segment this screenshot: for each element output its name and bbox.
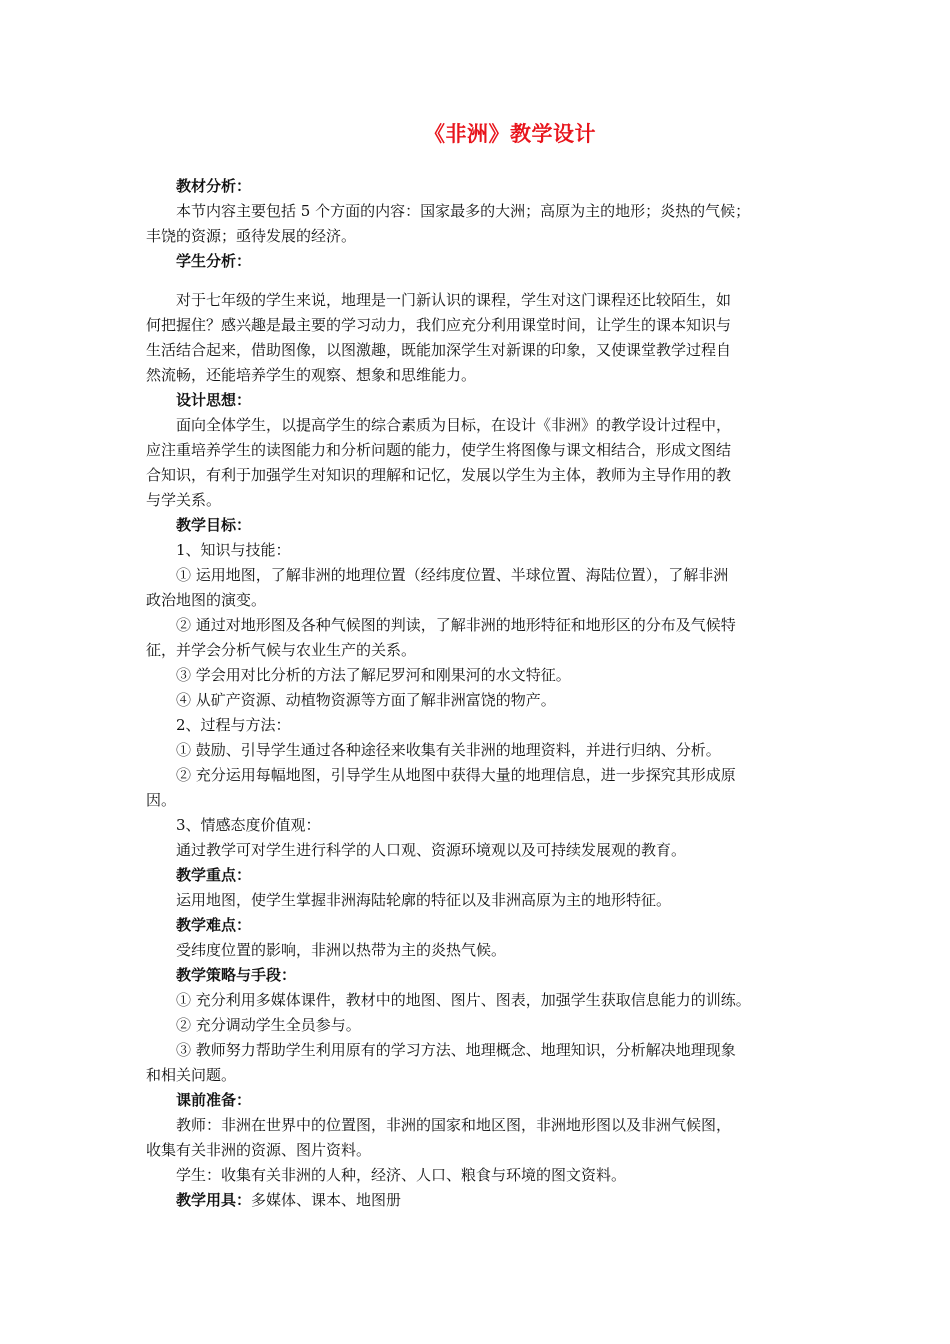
list-item: ② 通过对地形图及各种气候图的判读，了解非洲的地形特征和地形区的分布及气候特 (176, 616, 736, 634)
paragraph-line: 学生：收集有关非洲的人种，经济、人口、粮食与环境的图文资料。 (176, 1166, 627, 1184)
paragraph-line: 教师：非洲在世界中的位置图，非洲的国家和地区图，非洲地形图以及非洲气候图， (176, 1116, 732, 1134)
list-item: ① 鼓励、引导学生通过各种途径来收集有关非洲的地理资料，并进行归纳、分析。 (176, 741, 721, 759)
tools-line (146, 1188, 816, 1213)
list-item: ④ 从矿产资源、动植物资源等方面了解非洲富饶的物产。 (176, 691, 556, 709)
list-item-continuation: 政治地图的演变。 (146, 591, 267, 609)
section-heading-tools: 教学用具： (176, 1191, 252, 1209)
section-heading-key: 教学重点： (176, 866, 252, 884)
paragraph-line: 本节内容主要包括 5 个方面的内容：国家最多的大洲；高原为主的地形；炎热的气候； (176, 202, 751, 220)
list-item: ③ 教师努力帮助学生利用原有的学习方法、地理概念、地理知识，分析解决地理现象 (176, 1041, 736, 1059)
list-item-continuation: 和相关问题。 (146, 1066, 237, 1084)
paragraph-line: 收集有关非洲的资源、图片资料。 (146, 1141, 372, 1159)
list-item: ② 充分运用每幅地图，引导学生从地图中获得大量的地理信息，进一步探究其形成原 (176, 766, 736, 784)
section-heading-design: 设计思想： (176, 391, 252, 409)
paragraph-line: 生活结合起来，借助图像，以图激趣，既能加深学生对新课的印象，又使课堂教学过程自 (146, 341, 732, 359)
list-item: ① 运用地图，了解非洲的地理位置（经纬度位置、半球位置、海陆位置），了解非洲 (176, 566, 729, 584)
paragraph-line: 丰饶的资源；亟待发展的经济。 (146, 227, 357, 245)
paragraph-line: 面向全体学生，以提高学生的综合素质为目标，在设计《非洲》的教学设计过程中， (176, 416, 732, 434)
list-item: ① 充分利用多媒体课件，教材中的地图、图片、图表，加强学生获取信息能力的训练。 (176, 991, 751, 1009)
section-heading-goals: 教学目标： (176, 516, 252, 534)
list-item: ② 充分调动学生全员参与。 (176, 1016, 361, 1034)
section-heading-student: 学生分析： (176, 252, 252, 270)
paragraph-line: 对于七年级的学生来说，地理是一门新认识的课程，学生对这门课程还比较陌生，如 (176, 291, 732, 309)
paragraph-line: 与学关系。 (146, 491, 222, 509)
paragraph-line: 应注重培养学生的读图能力和分析问题的能力，使学生将图像与课文相结合，形成文图结 (146, 441, 732, 459)
list-item-continuation: 因。 (146, 791, 177, 809)
paragraph-line: 合知识，有利于加强学生对知识的理解和记忆，发展以学生为主体，教师为主导作用的教 (146, 466, 732, 484)
section-heading-strategy: 教学策略与手段： (176, 966, 297, 984)
section-heading-difficulty: 教学难点： (176, 916, 252, 934)
document-body (146, 174, 816, 1213)
tools-value: 多媒体、课本、地图册 (251, 1191, 402, 1209)
subsection-title: 3、情感态度价值观： (176, 816, 321, 834)
section-heading-textbook: 教材分析： (176, 177, 252, 195)
subsection-title: 1、知识与技能： (176, 541, 291, 559)
section-heading-prep: 课前准备： (176, 1091, 252, 1109)
paragraph-line: 通过教学可对学生进行科学的人口观、资源环境观以及可持续发展观的教育。 (176, 841, 687, 859)
list-item-continuation: 征，并学会分析气候与农业生产的关系。 (146, 641, 417, 659)
subsection-title: 2、过程与方法： (176, 716, 291, 734)
document-title: 《非洲》教学设计 (424, 121, 596, 146)
paragraph-line: 运用地图，使学生掌握非洲海陆轮廓的特征以及非洲高原为主的地形特征。 (176, 891, 672, 909)
paragraph-line: 然流畅，还能培养学生的观察、想象和思维能力。 (146, 366, 477, 384)
paragraph-line: 受纬度位置的影响，非洲以热带为主的炎热气候。 (176, 941, 507, 959)
paragraph-line: 何把握住？感兴趣是最主要的学习动力，我们应充分利用课堂时间，让学生的课本知识与 (146, 316, 732, 334)
list-item: ③ 学会用对比分析的方法了解尼罗河和刚果河的水文特征。 (176, 666, 571, 684)
